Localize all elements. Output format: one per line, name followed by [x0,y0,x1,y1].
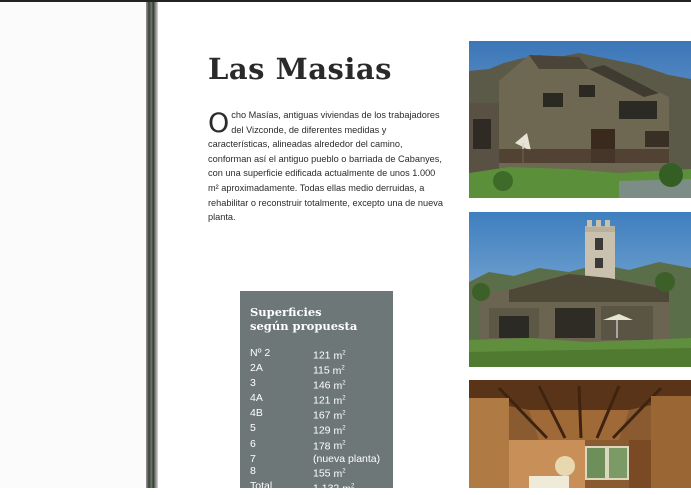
superficie-label: 7 [250,452,256,465]
superficie-unit [339,483,354,495]
unit-m: m [333,467,343,480]
unit-m: m [332,364,342,377]
superficie-row [250,438,383,453]
superficie-row [250,392,383,407]
superficie-row [250,377,383,392]
unit-exponent: 2 [342,440,346,447]
superficie-value [313,465,346,480]
unit-m: m [333,440,343,453]
superficie-value [313,392,346,407]
superficie-value-number: (nueva planta) [313,452,381,465]
superficies-title-line2: según propuesta [250,319,358,333]
superficie-value-number: 121 [313,394,331,407]
superficie-value-number: 1.132 [313,482,340,495]
superficies-title-line1: Superficies [250,305,322,319]
unit-m: m [333,349,343,362]
unit-m: m [333,379,343,392]
superficie-label: 2A [250,362,263,375]
superficie-row [250,347,383,362]
superficie-value [313,438,346,453]
page-title: Las Masias [208,52,392,86]
superficie-value-number: 146 [313,379,331,392]
unit-exponent: 2 [350,483,355,490]
superficie-value-number: 115 [313,364,330,377]
superficie-label: 6 [250,437,256,450]
superficie-value [313,377,346,392]
superficie-unit [331,440,346,452]
superficie-unit [331,380,346,392]
superficie-unit [331,395,346,407]
unit-exponent: 2 [342,395,346,402]
superficie-label: Total [250,480,273,493]
superficie-value-number: 178 [313,440,331,453]
superficie-unit [331,425,346,437]
superficie-label: 5 [250,422,256,435]
superficie-row [250,480,383,495]
superficie-value [313,453,380,466]
superficie-row [250,465,383,480]
superficie-label: 4A [250,392,263,405]
superficie-value-number: 129 [313,424,331,437]
superficie-value [313,480,354,495]
superficie-value-number: 155 [313,467,331,480]
superficie-value-number: 121 [313,349,331,362]
superficies-title [250,305,383,333]
superficies-table [250,347,383,495]
unit-exponent: 2 [342,468,346,475]
superficie-value [313,422,346,437]
superficie-unit [331,410,346,422]
superficie-value [313,362,345,377]
unit-m: m [342,482,351,495]
superficie-label: Nº 2 [250,347,271,359]
superficie-value-number: 167 [313,409,331,422]
unit-exponent: 2 [342,380,346,387]
superficie-row [250,453,383,466]
superficie-unit [331,350,346,362]
intro-paragraph [208,108,448,225]
unit-exponent: 2 [341,365,345,372]
superficie-row [250,362,383,377]
book-spine [146,2,158,488]
photo-interior-beams [469,380,691,488]
superficie-row [250,407,383,422]
intro-text: cho Masías, antiguas viviendas de los trabajadores del Vizconde, de diferentes medidas y características, alineadas alrededor del camino, conforman así el antiguo pueblo o barriada de Cabanyes, con una superficie edificada actualmente de unos 1.000 m² aproximadamente. Todas ellas medio derruidas, a rehabilitar o reconstruir totalmente, excepto una de nueva planta. [208,110,443,223]
superficie-row [250,422,383,437]
superficie-value [313,347,346,362]
unit-exponent: 2 [342,425,346,432]
unit-m: m [333,424,343,437]
unit-m: m [333,394,343,407]
drop-cap: O [208,108,230,139]
superficie-value [313,407,346,422]
superficies-box [240,291,393,495]
unit-exponent: 2 [342,350,346,356]
unit-exponent: 2 [342,410,346,417]
unit-m: m [333,409,343,422]
superficie-unit [331,468,346,480]
superficie-label: 3 [250,377,256,390]
superficie-label: 8 [250,465,256,478]
left-page [0,2,146,488]
superficie-label: 4B [250,407,263,420]
photo-tower-masia [469,212,691,367]
superficie-unit [330,365,345,377]
photo-stone-house [469,41,691,198]
